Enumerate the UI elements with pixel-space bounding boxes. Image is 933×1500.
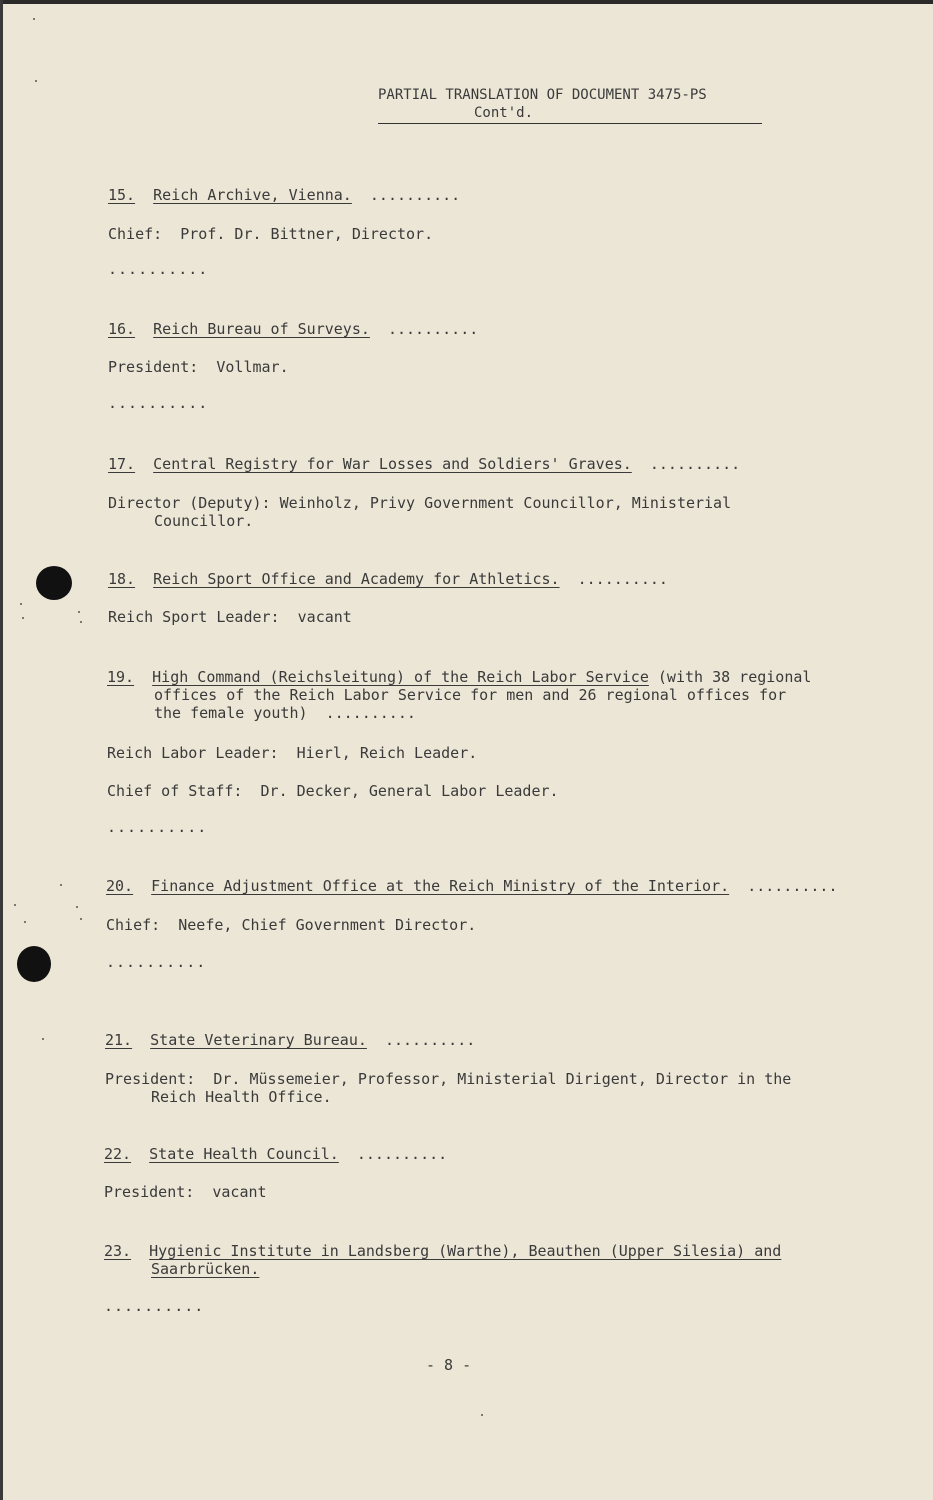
item-23-heading-cont: Saarbrücken. — [151, 1260, 260, 1278]
item-20-detail: Chief: Neefe, Chief Government Director. — [106, 916, 477, 934]
item-19-heading-cont: the female youth) .......... — [154, 704, 416, 722]
scan-speck — [80, 918, 82, 920]
ellipsis: .......... — [356, 1145, 448, 1163]
scan-speck — [14, 904, 16, 906]
item-16-heading — [108, 320, 478, 338]
page-number: - 8 - — [426, 1356, 472, 1374]
item-title: Central Registry for War Losses and Soldiers' Graves. — [153, 455, 632, 473]
item-19-detail: Chief of Staff: Dr. Decker, General Labor Leader. — [107, 782, 559, 800]
punch-hole — [36, 566, 72, 600]
ellipsis: .......... — [649, 455, 741, 473]
item-17-detail-cont: Councillor. — [154, 512, 254, 530]
ellipsis: .......... — [577, 570, 668, 588]
header-title: PARTIAL TRANSLATION OF DOCUMENT 3475-PS — [378, 87, 707, 103]
ellipsis: .......... — [384, 1031, 476, 1049]
document-header — [378, 86, 762, 122]
item-17-heading — [108, 455, 740, 473]
item-22-heading — [104, 1145, 447, 1163]
item-number: 23. — [104, 1242, 132, 1260]
item-22-detail: President: vacant — [104, 1183, 267, 1201]
item-number: 17. — [108, 455, 136, 473]
scan-speck — [22, 617, 24, 619]
item-19-heading-cont: offices of the Reich Labor Service for men and 26 regional offices for — [154, 686, 787, 704]
ellipsis-separator: .......... — [107, 818, 208, 836]
item-21-detail: President: Dr. Müssemeier, Professor, Ministerial Dirigent, Director in the — [105, 1070, 792, 1088]
item-title: Finance Adjustment Office at the Reich Ministry of the Interior. — [151, 877, 730, 895]
item-number: 20. — [106, 877, 134, 895]
item-16-detail: President: Vollmar. — [108, 358, 289, 376]
ellipsis: .......... — [369, 186, 461, 204]
scan-speck — [60, 884, 62, 886]
scan-speck — [481, 1414, 483, 1416]
scan-speck — [20, 603, 22, 605]
item-title: Reich Archive, Vienna. — [153, 186, 352, 204]
item-title: High Command (Reichsleitung) of the Reich Labor Service — [152, 668, 649, 686]
scan-speck — [76, 906, 78, 908]
item-title: Hygienic Institute in Landsberg (Warthe), Beauthen (Upper Silesia) and — [149, 1242, 782, 1260]
ellipsis-separator: .......... — [108, 260, 209, 278]
item-title: State Veterinary Bureau. — [150, 1031, 367, 1049]
item-number: 22. — [104, 1145, 132, 1163]
item-20-heading — [106, 877, 838, 895]
item-15-detail: Chief: Prof. Dr. Bittner, Director. — [108, 225, 434, 243]
ellipsis: .......... — [747, 877, 838, 895]
scan-speck — [24, 921, 26, 923]
item-21-heading — [105, 1031, 475, 1049]
item-17-detail: Director (Deputy): Weinholz, Privy Government Councillor, Ministerial — [108, 494, 732, 512]
scan-speck — [78, 611, 80, 613]
item-title: State Health Council. — [149, 1145, 339, 1163]
scan-speck — [33, 18, 35, 20]
scan-speck — [80, 621, 82, 623]
ellipsis: .......... — [325, 704, 416, 722]
item-number: 19. — [107, 668, 135, 686]
ellipsis-separator: .......... — [108, 394, 209, 412]
scan-left-edge — [0, 0, 3, 1500]
punch-hole — [17, 946, 51, 982]
item-title-rest: (with 38 regional — [648, 668, 812, 686]
ellipsis-separator: .......... — [106, 953, 207, 971]
ellipsis: .......... — [387, 320, 479, 338]
item-18-heading — [108, 570, 668, 588]
item-title: Reich Sport Office and Academy for Athletics. — [153, 570, 560, 588]
item-19-heading — [107, 668, 811, 686]
scan-speck — [35, 80, 37, 82]
item-15-heading — [108, 186, 460, 204]
item-23-heading — [104, 1242, 781, 1260]
scan-top-edge — [0, 0, 933, 4]
item-19-detail: Reich Labor Leader: Hierl, Reich Leader. — [107, 744, 478, 762]
header-continued: Cont'd. — [474, 105, 534, 121]
item-number: 18. — [108, 570, 136, 588]
item-number: 21. — [105, 1031, 133, 1049]
scan-speck — [42, 1038, 44, 1040]
item-21-detail-cont: Reich Health Office. — [151, 1088, 332, 1106]
ellipsis-separator: .......... — [104, 1297, 205, 1315]
item-title: Reich Bureau of Surveys. — [153, 320, 370, 338]
item-number: 15. — [108, 186, 136, 204]
header-underline — [378, 123, 762, 124]
item-18-detail: Reich Sport Leader: vacant — [108, 608, 352, 626]
item-number: 16. — [108, 320, 136, 338]
